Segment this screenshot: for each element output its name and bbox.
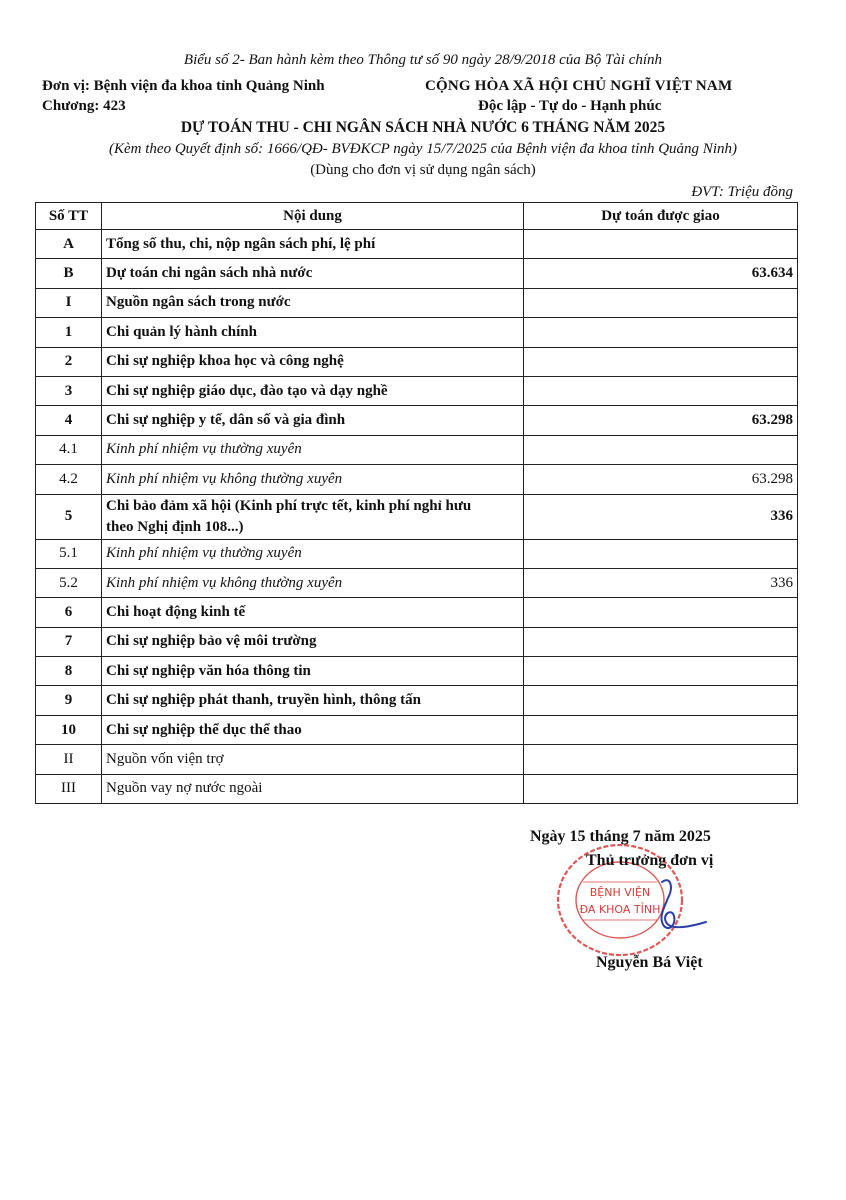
row-content: Dự toán chi ngân sách nhà nước [102,259,524,288]
row-number: 3 [36,376,102,405]
table-row [36,745,798,774]
row-content: Chi sự nghiệp văn hóa thông tin [102,657,524,686]
row-value [524,657,798,686]
row-content-line: Chi bảo đảm xã hội (Kinh phí trực tết, kinh phí nghỉ hưu [106,497,472,514]
table-header-row [36,203,798,230]
column-header-no: Số TT [36,203,102,230]
row-value [524,774,798,803]
seal-text-line: BỆNH VIỆN [589,886,651,899]
table-row [36,598,798,627]
row-content: Nguồn vốn viện trợ [102,745,524,774]
row-content-line: theo Nghị định 108...) [106,518,244,535]
signature-title: Thủ trưởng đơn vị [586,852,714,869]
table-row [36,465,798,494]
table-row [36,539,798,568]
row-number: 10 [36,715,102,744]
row-value [524,539,798,568]
document-title: DỰ TOÁN THU - CHI NGÂN SÁCH NHÀ NƯỚC 6 THÁNG NĂM 2025 [180,119,666,136]
table-row [36,568,798,597]
national-title: CỘNG HÒA XÃ HỘI CHỦ NGHĨ VIỆT NAM [425,78,733,94]
table-row [36,376,798,405]
row-content: Chi sự nghiệp khoa học và công nghệ [102,347,524,376]
row-content: Kinh phí nhiệm vụ thường xuyên [102,539,524,568]
table-row [36,318,798,347]
row-value: 63.634 [524,259,798,288]
row-value [524,318,798,347]
column-header-value: Dự toán được giao [524,203,798,230]
row-value: 336 [524,494,798,539]
row-content: Kinh phí nhiệm vụ không thường xuyên [102,568,524,597]
table-row [36,686,798,715]
row-value [524,627,798,656]
row-content: Chi sự nghiệp giáo dục, đào tạo và dạy nghề [102,376,524,405]
row-value [524,745,798,774]
row-content [102,494,524,539]
row-content: Chi hoạt động kinh tế [102,598,524,627]
row-number: 4.2 [36,465,102,494]
row-number: 6 [36,598,102,627]
row-content: Chi sự nghiệp y tế, dân số và gia đình [102,406,524,435]
row-number: 1 [36,318,102,347]
table-row [36,259,798,288]
row-number: 7 [36,627,102,656]
seal-text-line: ĐA KHOA TỈNH [579,903,661,916]
currency-unit: ĐVT: Triệu đồng [691,184,793,200]
row-content: Tổng số thu, chi, nộp ngân sách phí, lệ phí [102,230,524,259]
row-value: 336 [524,568,798,597]
row-number: 2 [36,347,102,376]
table-row [36,230,798,259]
row-number: I [36,288,102,317]
row-content: Nguồn ngân sách trong nước [102,288,524,317]
row-content: Kinh phí nhiệm vụ không thường xuyên [102,465,524,494]
row-number: B [36,259,102,288]
row-value [524,686,798,715]
row-content: Chi sự nghiệp bảo vệ môi trường [102,627,524,656]
table-row [36,347,798,376]
row-content: Chi sự nghiệp thể dục thể thao [102,715,524,744]
table-row [36,774,798,803]
row-value [524,435,798,464]
row-number: 9 [36,686,102,715]
row-number: 4 [36,406,102,435]
column-header-content: Nội dung [102,203,524,230]
usage-note: (Dùng cho đơn vị sử dụng ngân sách) [310,162,536,178]
row-value [524,230,798,259]
signature-date: Ngày 15 tháng 7 năm 2025 [530,828,711,845]
budget-table [35,202,798,804]
row-value: 63.298 [524,465,798,494]
row-number: 8 [36,657,102,686]
table-row [36,288,798,317]
row-number: 5.1 [36,539,102,568]
row-value [524,376,798,405]
unit-name: Đơn vị: Bệnh viện đa khoa tỉnh Quảng Ninh [42,78,325,94]
chapter-code: Chương: 423 [42,98,126,114]
table-row [36,715,798,744]
row-number: 5.2 [36,568,102,597]
table-row [36,494,798,539]
row-number: II [36,745,102,774]
row-content: Kinh phí nhiệm vụ thường xuyên [102,435,524,464]
row-value [524,715,798,744]
signer-name: Nguyễn Bá Việt [596,954,703,971]
row-content: Chi quản lý hành chính [102,318,524,347]
table-row [36,627,798,656]
row-number: III [36,774,102,803]
signature-scribble-icon [640,868,720,948]
table-row [36,406,798,435]
table-row [36,435,798,464]
row-content: Nguồn vay nợ nước ngoài [102,774,524,803]
table-row [36,657,798,686]
national-motto: Độc lập - Tự do - Hạnh phúc [478,98,662,114]
row-value: 63.298 [524,406,798,435]
row-value [524,288,798,317]
row-value [524,598,798,627]
decision-reference: (Kèm theo Quyết định số: 1666/QĐ- BVĐKCP ngày 15/7/2025 của Bệnh viện đa khoa tỉnh Quảng Ninh) [109,141,737,157]
row-value [524,347,798,376]
row-number: A [36,230,102,259]
row-number: 5 [36,494,102,539]
row-content: Chi sự nghiệp phát thanh, truyền hình, thông tấn [102,686,524,715]
form-note: Biểu số 2- Ban hành kèm theo Thông tư số 90 ngày 28/9/2018 của Bộ Tài chính [183,52,663,68]
row-number: 4.1 [36,435,102,464]
